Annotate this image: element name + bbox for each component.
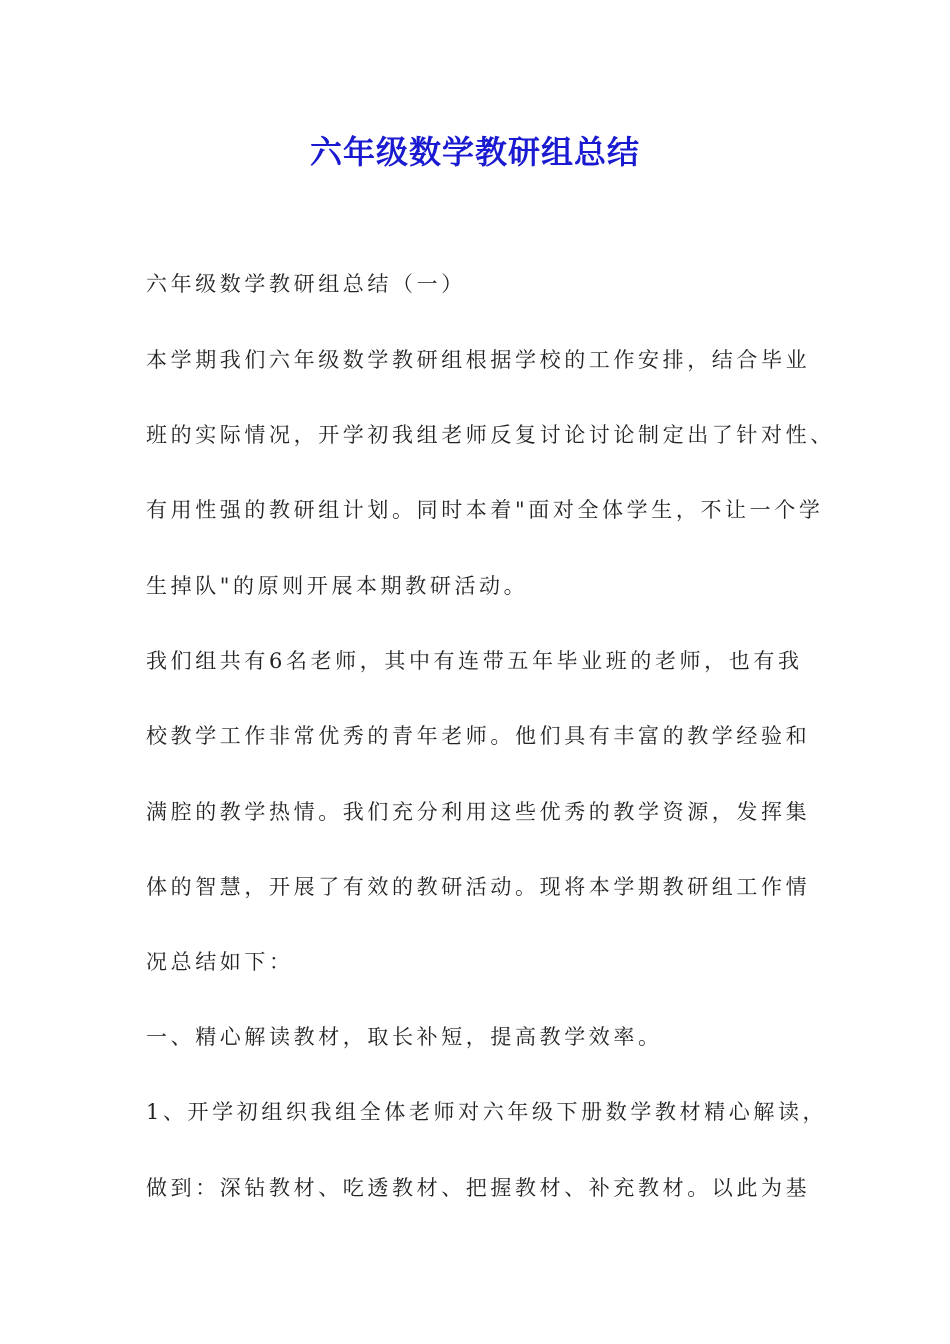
body-line: 况总结如下： — [146, 950, 294, 974]
body-line: 满腔的教学热情。我们充分利用这些优秀的教学资源，发挥集 — [146, 800, 811, 824]
subtitle-line: 六年级数学教研组总结（一） — [146, 272, 466, 296]
body-line: 我们组共有6名老师，其中有连带五年毕业班的老师，也有我 — [146, 649, 803, 673]
body-line: 有用性强的教研组计划。同时本着"面对全体学生，不让一个学 — [146, 498, 824, 522]
body-line: 班的实际情况，开学初我组老师反复讨论讨论制定出了针对性、 — [146, 423, 835, 447]
body-line: 本学期我们六年级数学教研组根据学校的工作安排，结合毕业 — [146, 348, 811, 372]
section-heading: 一、精心解读教材，取长补短，提高教学效率。 — [146, 1025, 663, 1049]
document-title: 六年级数学教研组总结 — [309, 133, 640, 171]
body-line: 做到：深钻教材、吃透教材、把握教材、补充教材。以此为基 — [146, 1176, 811, 1200]
body-line: 1、开学初组织我组全体老师对六年级下册数学教材精心解读， — [146, 1100, 828, 1124]
body-line: 校教学工作非常优秀的青年老师。他们具有丰富的教学经验和 — [146, 724, 811, 748]
body-line: 生掉队"的原则开展本期教研活动。 — [146, 574, 529, 598]
body-line: 体的智慧，开展了有效的教研活动。现将本学期教研组工作情 — [146, 875, 811, 899]
